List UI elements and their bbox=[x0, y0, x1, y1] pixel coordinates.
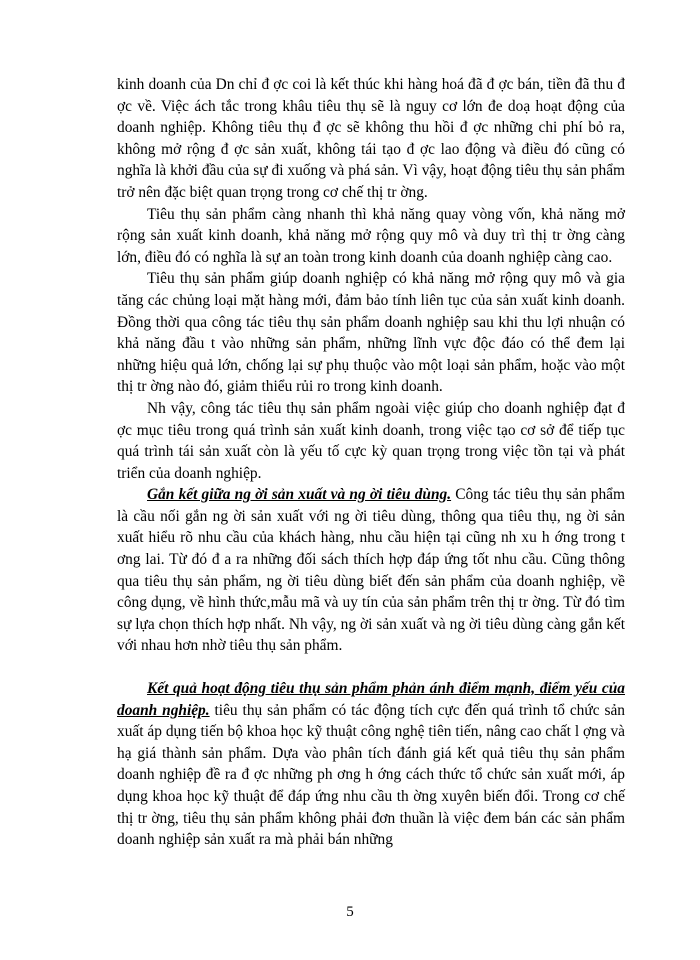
paragraph-5-body: Công tác tiêu thụ sản phẩm là cầu nối gắn ng ời sản xuất với ng ời tiêu dùng, thông qua tiêu thụ, ng ời sản xuất hiểu rõ nhu cầu của khách hàng, nhu cầu hiện tại cũng nh xu h ớng trong t ơng lai. Từ đó đ a ra những đối sách thích hợp đáp ứng tốt nhu cầu. Cũng thông qua tiêu thụ sản phẩm, ng ời tiêu dùng biết đến sản phẩm của doanh nghiệp, về công dụng, về hình thức,mẫu mã và uy tín của sản phẩm trên thị tr ờng. Từ đó tìm sự lựa chọn thích hợp nhất. Nh vậy, ng ời sản xuất và ng ời tiêu dùng càng gắn kết với nhau hơn nhờ tiêu thụ sản phẩm. bbox=[117, 486, 625, 655]
paragraph-2: Tiêu thụ sản phẩm càng nhanh thì khả năng quay vòng vốn, khả năng mở rộng sản xuất kinh doanh, khả năng mở rộng quy mô và duy trì thị tr ờng càng lớn, điều đó có nghĩa là sự an toàn trong kinh doanh của doanh nghiệp càng cao. bbox=[117, 205, 625, 266]
paragraph-1: kinh doanh của Dn chỉ đ ợc coi là kết thúc khi hàng hoá đã đ ợc bán, tiền đã thu đ ợc về. Việc ách tắc trong khâu tiêu thụ sẽ là nguy cơ lớn đe doạ hoạt động của doanh nghiệp. Không tiêu thụ đ ợc sẽ không thu hồi đ ợc những chi phí bỏ ra, không mở rộng đ ợc sản xuất, không tái tạo đ ợc lao động và điều đó cũng có nghĩa là khởi đầu của sự đi xuống và phá sản. Vì vậy, hoạt động tiêu thụ sản phẩm trở nên đặc biệt quan trọng trong cơ chế thị tr ờng. bbox=[117, 76, 625, 201]
paragraph-spacer bbox=[117, 657, 625, 678]
paragraph-6 bbox=[117, 678, 625, 851]
paragraph-5 bbox=[117, 484, 625, 657]
paragraph-3: Tiêu thụ sản phẩm giúp doanh nghiệp có khả năng mở rộng quy mô và gia tăng các chủng loại mặt hàng mới, đảm bảo tính liên tục của sản xuất kinh doanh. Đồng thời qua công tác tiêu thụ sản phẩm doanh nghiệp sau khi thu lợi nhuận có khả năng đầu t vào những sản phẩm, những lĩnh vực độc đáo có thể đem lại những hiệu quả lớn, chống lại sự phụ thuộc vào một loại sản phẩm, hoặc vào một thị tr ờng nào đó, giảm thiểu rủi ro trong kinh doanh. bbox=[117, 270, 625, 396]
section-heading-linking: Gắn kết giữa ng ời sản xuất và ng ời tiêu dùng. bbox=[147, 486, 452, 504]
page-number: 5 bbox=[346, 904, 354, 920]
paragraph-6-body: tiêu thụ sản phẩm có tác động tích cực đến quá trình tổ chức sản xuất áp dụng tiến bộ khoa học kỹ thuật công nghệ tiên tiến, nâng cao chất l ợng và hạ giá thành sản phẩm. Dựa vào phân tích đánh giá kết quả tiêu thụ sản phẩm doanh nghiệp đề ra đ ợc những ph ơng h ớng cách thức tổ chức sản xuất mới, áp dụng khoa học kỹ thuật để đáp ứng nhu cầu th ờng xuyên biến đổi. Trong cơ chế thị tr ờng, tiêu thụ sản phẩm không phải đơn thuần là việc đem bán các sản phẩm doanh nghiệp sản xuất ra mà phải bán những bbox=[117, 701, 625, 849]
paragraph-4: Nh vậy, công tác tiêu thụ sản phẩm ngoài việc giúp cho doanh nghiệp đạt đ ợc mục tiêu trong quá trình sản xuất kinh doanh, trong việc tạo cơ sở để tiếp tục quá trình tái sản xuất còn là yếu tố cực kỳ quan trọng trong việc tồn tại và phát triển của doanh nghiệp. bbox=[117, 399, 625, 482]
body-text bbox=[117, 74, 625, 851]
section-heading-results: Kết quả hoạt động tiêu thụ sản phẩm phản ánh điểm mạnh, điểm yếu của doanh nghiệp. bbox=[117, 680, 625, 719]
